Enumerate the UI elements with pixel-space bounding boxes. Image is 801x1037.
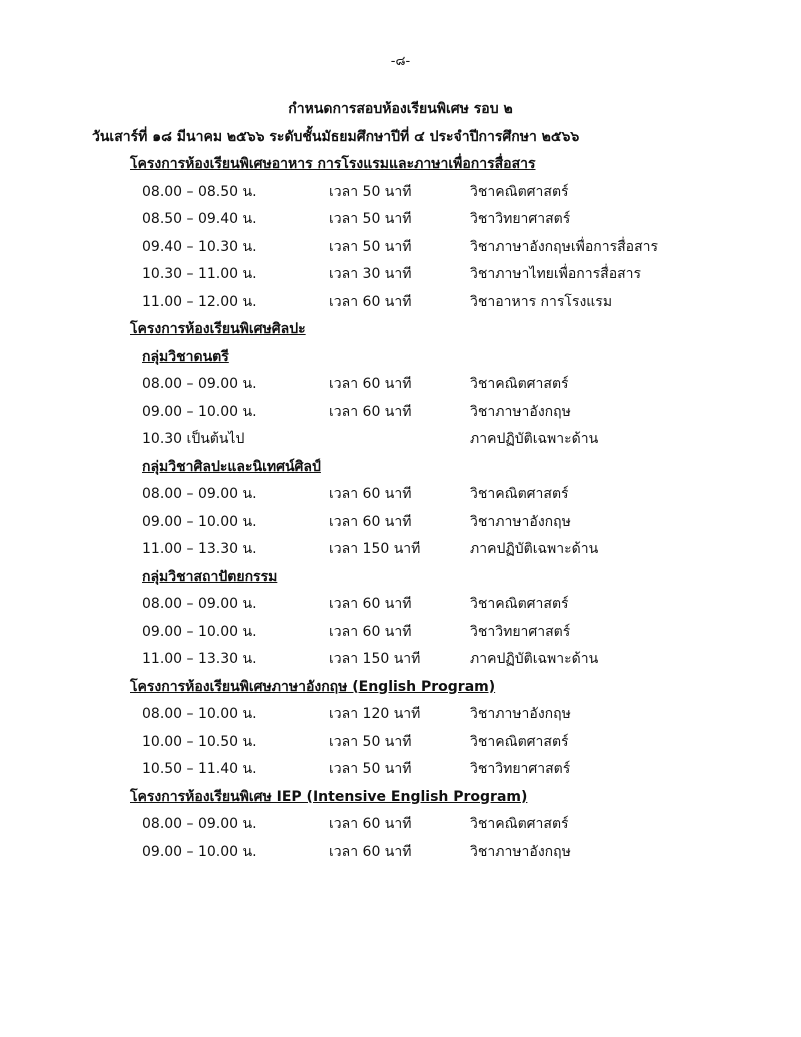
schedule-row: [0, 536, 801, 564]
exam-duration: เวลา 150 นาที: [329, 541, 421, 557]
program-heading: โครงการห้องเรียนพิเศษ IEP (Intensive English Program): [130, 788, 528, 805]
exam-subject: ภาคปฏิบัติเฉพาะด้าน: [470, 651, 599, 667]
exam-time: 10.30 – 11.00 น.: [142, 266, 257, 282]
exam-time: 08.00 – 09.00 น.: [142, 596, 257, 612]
exam-duration: เวลา 60 นาที: [329, 596, 412, 612]
exam-subject: วิชาภาษาอังกฤษ: [470, 706, 571, 722]
page-number: -๘-: [390, 54, 411, 69]
program-heading: โครงการห้องเรียนพิเศษภาษาอังกฤษ (English Program): [130, 678, 496, 695]
schedule-row: [0, 206, 801, 234]
exam-duration: เวลา 30 นาที: [329, 266, 412, 282]
exam-schedule: [0, 151, 801, 866]
exam-time: 08.00 – 09.00 น.: [142, 486, 257, 502]
schedule-row: [0, 509, 801, 537]
exam-subject: วิชาภาษาอังกฤษ: [470, 513, 571, 530]
exam-subject: ภาคปฏิบัติเฉพาะด้าน: [470, 431, 599, 447]
schedule-row: [0, 811, 801, 839]
exam-duration: เวลา 60 นาที: [329, 816, 412, 832]
schedule-row: [0, 234, 801, 262]
exam-duration: เวลา 60 นาที: [329, 376, 412, 392]
schedule-row: [0, 179, 801, 207]
schedule-row: [0, 839, 801, 867]
exam-duration: เวลา 60 นาที: [329, 623, 412, 640]
schedule-row: [0, 261, 801, 289]
exam-time: 10.50 – 11.40 น.: [142, 761, 257, 777]
exam-duration: เวลา 60 นาที: [329, 843, 412, 860]
exam-duration: เวลา 50 นาที: [329, 183, 412, 200]
exam-subject: ภาคปฏิบัติเฉพาะด้าน: [470, 541, 599, 557]
exam-subject: วิชาภาษาอังกฤษ: [470, 843, 571, 860]
schedule-row: [0, 619, 801, 647]
exam-subject: วิชาวิทยาศาสตร์: [470, 211, 571, 227]
exam-time: 08.00 – 08.50 น.: [142, 183, 257, 200]
schedule-row: [0, 399, 801, 427]
exam-subject: วิชาวิทยาศาสตร์: [470, 623, 571, 640]
exam-duration: เวลา 50 นาที: [329, 733, 412, 750]
exam-duration: เวลา 50 นาที: [329, 761, 412, 777]
schedule-row: [0, 646, 801, 674]
exam-duration: เวลา 150 นาที: [329, 651, 421, 667]
schedule-row: [0, 481, 801, 509]
exam-duration: เวลา 60 นาที: [329, 293, 412, 310]
exam-time: 08.00 – 09.00 น.: [142, 376, 257, 392]
document-title: กำหนดการสอบห้องเรียนพิเศษ รอบ ๒: [288, 101, 513, 117]
schedule-row: [0, 729, 801, 757]
exam-subject: วิชาวิทยาศาสตร์: [470, 761, 571, 777]
exam-subject: วิชาคณิตศาสตร์: [470, 376, 569, 392]
group-heading: กลุ่มวิชาสถาปัตยกรรม: [142, 568, 278, 585]
exam-subject: วิชาอาหาร การโรงแรม: [470, 293, 613, 310]
exam-subject: วิชาภาษาไทยเพื่อการสื่อสาร: [470, 266, 642, 282]
exam-subject: วิชาคณิตศาสตร์: [470, 816, 569, 832]
exam-time: 11.00 – 13.30 น.: [142, 651, 257, 667]
schedule-row: [0, 289, 801, 317]
group-heading: กลุ่มวิชาศิลปะและนิเทศน์ศิลป์: [142, 458, 321, 475]
exam-subject: วิชาภาษาอังกฤษ: [470, 403, 571, 420]
exam-duration: เวลา 120 นาที: [329, 706, 421, 722]
exam-subject: วิชาคณิตศาสตร์: [470, 733, 569, 750]
exam-time: 11.00 – 13.30 น.: [142, 541, 257, 557]
exam-time: 09.00 – 10.00 น.: [142, 623, 257, 640]
exam-duration: เวลา 60 นาที: [329, 403, 412, 420]
exam-time: 08.00 – 10.00 น.: [142, 706, 257, 722]
schedule-row: [0, 426, 801, 454]
schedule-row: [0, 701, 801, 729]
exam-duration: เวลา 50 นาที: [329, 211, 412, 227]
exam-duration: เวลา 60 นาที: [329, 513, 412, 530]
exam-subject: วิชาภาษาอังกฤษเพื่อการสื่อสาร: [470, 238, 658, 255]
schedule-row: [0, 591, 801, 619]
exam-time: 10.00 – 10.50 น.: [142, 733, 257, 750]
exam-duration: เวลา 50 นาที: [329, 238, 412, 255]
exam-time: 09.00 – 10.00 น.: [142, 513, 257, 530]
schedule-row: [0, 756, 801, 784]
group-heading: กลุ่มวิชาดนตรี: [142, 348, 229, 365]
exam-subject: วิชาคณิตศาสตร์: [470, 596, 569, 612]
program-heading: โครงการห้องเรียนพิเศษศิลปะ: [130, 321, 306, 337]
exam-time: 09.40 – 10.30 น.: [142, 238, 257, 255]
program-heading: โครงการห้องเรียนพิเศษอาหาร การโรงแรมและภาษาเพื่อการสื่อสาร: [130, 156, 536, 172]
exam-time: 08.00 – 09.00 น.: [142, 816, 257, 832]
exam-time: 08.50 – 09.40 น.: [142, 211, 257, 227]
exam-duration: เวลา 60 นาที: [329, 486, 412, 502]
exam-time: 10.30 เป็นต้นไป: [142, 431, 245, 447]
schedule-row: [0, 371, 801, 399]
exam-subject: วิชาคณิตศาสตร์: [470, 486, 569, 502]
exam-time: 09.00 – 10.00 น.: [142, 403, 257, 420]
document-subtitle: วันเสาร์ที่ ๑๘ มีนาคม ๒๕๖๖ ระดับชั้นมัธยมศึกษาปีที่ ๔ ประจำปีการศึกษา ๒๕๖๖: [92, 129, 580, 145]
exam-time: 09.00 – 10.00 น.: [142, 843, 257, 860]
exam-subject: วิชาคณิตศาสตร์: [470, 183, 569, 200]
exam-time: 11.00 – 12.00 น.: [142, 293, 257, 310]
